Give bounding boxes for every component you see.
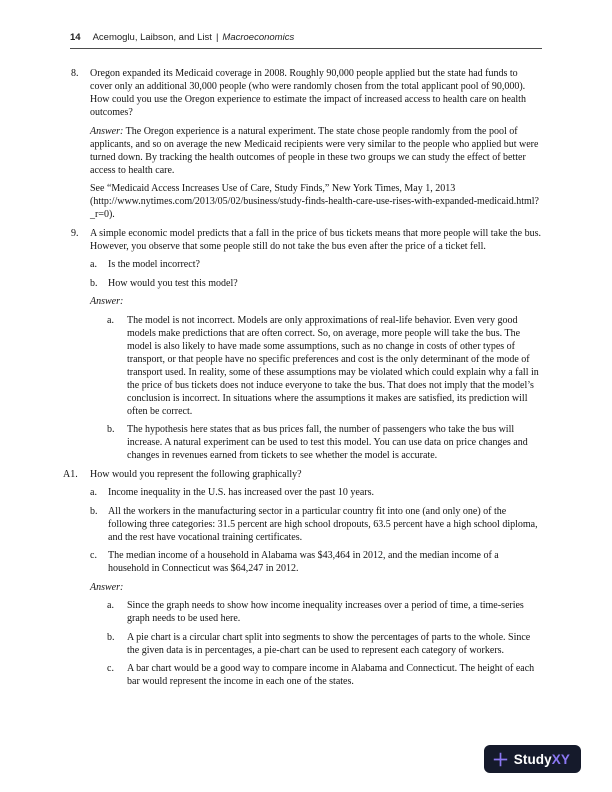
part-text: All the workers in the manufacturing sector in a particular country fit into one (and only one) of the following three categories: 31.5 percent are high school dropouts, 63.5 percent have a high school diploma, and the rest have vocational training certificates. <box>108 505 538 543</box>
part-label: a. <box>90 487 97 498</box>
question-a1-part-c <box>71 549 542 575</box>
question-a1-text: How would you represent the following graphically? <box>90 468 302 480</box>
question-a1-number: A1. <box>63 468 78 480</box>
question-9-answer-b <box>71 423 542 462</box>
answer-item-text: A pie chart is a circular chart split into segments to show the percentages of parts to the whole. Since the given data is in percentages, a pie-chart can be used to represent each category of workers. <box>127 631 531 656</box>
answer-item-text: Since the graph needs to show how income inequality increases over a period of time, a time-series graph needs to be used here. <box>127 600 524 624</box>
part-text: Is the model incorrect? <box>108 259 200 270</box>
brand-xy: XY <box>551 751 570 767</box>
question-a1-answer-c <box>71 662 542 688</box>
question-8-text: Oregon expanded its Medicaid coverage in 2008. Roughly 90,000 people applied but the state had funds to cover only an additional 30,000 people (who were randomly chosen from the total applicant pool of 90,000). How could you use the Oregon experience to estimate the impact of increased access to health care on health outcomes? <box>90 68 526 118</box>
question-a1-answer-b <box>71 631 542 657</box>
answer-item-label: a. <box>107 314 114 326</box>
question-9-number: 9. <box>71 227 79 239</box>
page-header <box>70 32 542 49</box>
question-8-number: 8. <box>71 68 79 79</box>
question-8-answer-text: The Oregon experience is a natural experiment. The state chose people randomly from the pool of applicants, and so on average the new Medicaid recipients were very similar to the people who applied but were turned down. By tracking the health outcomes of people in these two groups we can study the effect of better access to health care. <box>90 125 539 176</box>
question-9-part-b <box>71 277 542 290</box>
question-8 <box>71 67 542 119</box>
part-text: Income inequality in the U.S. has increased over the past 10 years. <box>108 487 375 498</box>
part-label: b. <box>90 277 98 289</box>
part-text: The median income of a household in Alabama was $43,464 in 2012, and the median income of a household in Connecticut was $64,247 in 2012. <box>108 550 499 574</box>
page-content <box>63 67 542 694</box>
answer-item-label: b. <box>107 424 115 435</box>
question-9-answer-label: Answer: <box>90 296 124 307</box>
part-label: c. <box>90 550 97 561</box>
question-a1 <box>63 468 542 481</box>
question-9-answer-a <box>71 314 542 418</box>
answer-item-label: b. <box>107 631 115 643</box>
answer-label: Answer: <box>90 125 124 137</box>
brand-study: Study <box>513 751 552 767</box>
question-a1-part-b <box>71 505 542 544</box>
question-9 <box>71 227 542 253</box>
part-text: How would you test this model? <box>108 277 238 289</box>
answer-item-text: The hypothesis here states that as bus prices fall, the number of passengers who take the bus will increase. A natural experiment can be used to test this model. You can use data on price changes and changes in revenues earned from tickets to see whether the model is accurate. <box>127 424 528 461</box>
question-8-citation: See “Medicaid Access Increases Use of Care, Study Finds,” New York Times, May 1, 2013 (http://www.nytimes.com/2013/05/02/business/study-finds-health-care-use-rises-with-expanded-medicaid.html?_r=0). <box>90 183 539 220</box>
question-9-part-a <box>71 258 542 271</box>
header-authors: Acemoglu, Laibson, and List <box>92 32 212 43</box>
part-label: b. <box>90 505 98 517</box>
question-a1-answer-a <box>71 599 542 625</box>
studyxy-badge <box>484 745 581 773</box>
brand-wordmark <box>514 752 570 767</box>
question-a1-answer-label: Answer: <box>90 581 124 593</box>
page-number: 14 <box>70 32 81 43</box>
plus-icon <box>493 752 508 767</box>
answer-item-label: a. <box>107 600 114 611</box>
answer-item-text: The model is not incorrect. Models are only approximations of real-life behavior. Even very good models make predictions that are often correct. So, on average, more people will take the bus. The model is also likely to have made some assumptions, such as no change in costs of other types of transport, or that people have no specific preferences and cost is the only determinant of the mode of transport used. In reality, some of these assumptions may be violated which could explain why a fall in the price of bus tickets does not induce everyone to take the bus. That does not imply that the model’s conclusion is incorrect. In situations where the assumptions it makes are satisfied, its prediction will often be correct. <box>127 314 539 417</box>
question-8-answer <box>90 125 542 177</box>
answer-item-label: c. <box>107 663 114 674</box>
part-label: a. <box>90 259 97 270</box>
question-9-text: A simple economic model predicts that a fall in the price of bus tickets means that more people will take the bus. However, you observe that some people still do not take the bus even after the price of a ticket fell. <box>90 227 541 252</box>
answer-item-text: A bar chart would be a good way to compare income in Alabama and Connecticut. The height of each bar would represent the income in each one of the states. <box>127 663 535 687</box>
header-separator: | <box>215 32 219 43</box>
question-a1-part-a <box>71 486 542 499</box>
header-book-title: Macroeconomics <box>222 32 295 43</box>
